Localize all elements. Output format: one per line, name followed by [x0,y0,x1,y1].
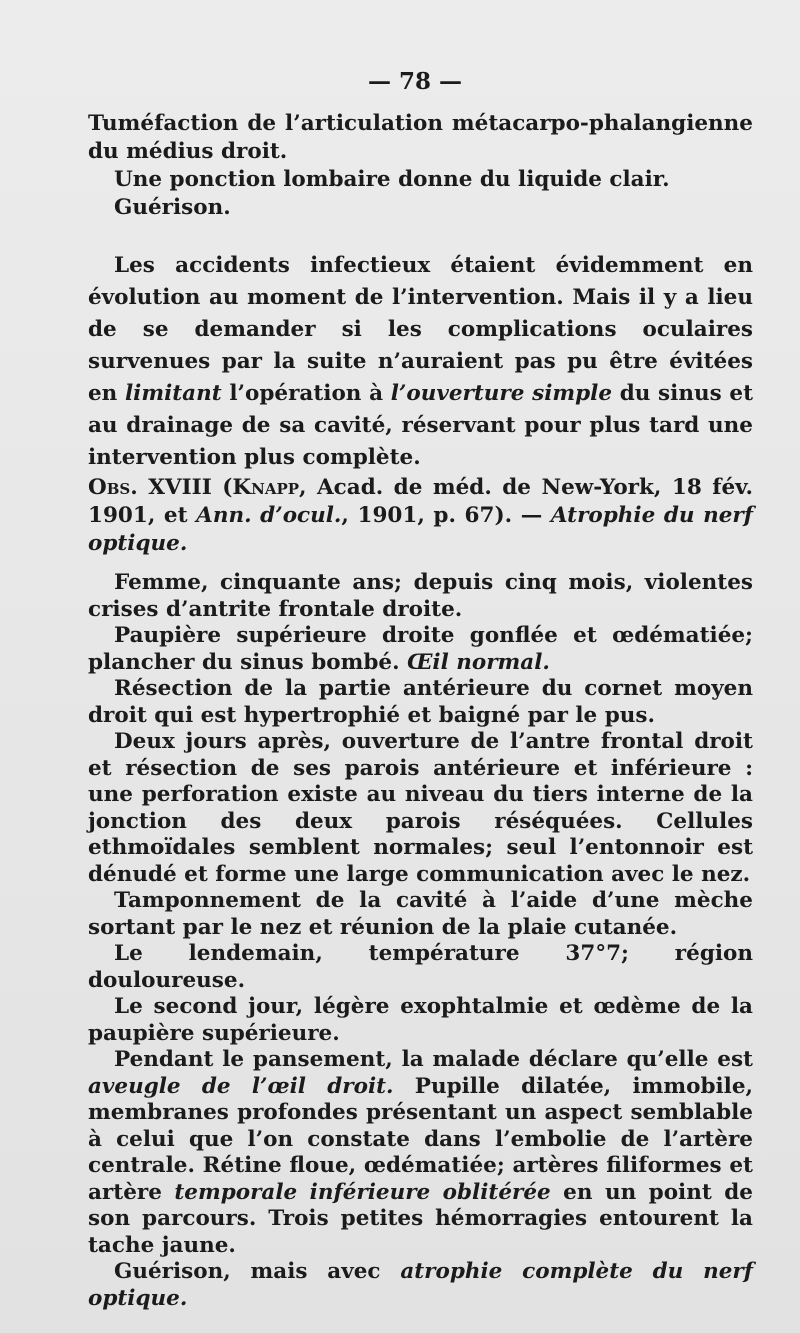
case-p8-italic-2: temporale inférieure oblitérée [174,1179,551,1205]
discussion-italic-1: limitant [125,381,222,406]
case-paragraph-4: Deux jours après, ouverture de l’antre frontal droit et résection de ses parois antérieure et inférieure : une perforation existe au niveau du tiers interne de la jonction des deux parois réséquées. Cellules ethmoïdales semblent normales; seul l’entonnoir est dénudé et forme une large communication avec le nez. [88,729,753,887]
case-p8-italic-1: aveugle de l’œil droit. [88,1073,394,1099]
case-paragraph-1: Femme, cinquante ans; depuis cinq mois, violentes crises d’antrite frontale droite. [88,570,753,622]
case-p2-italic: Œil normal. [407,649,550,675]
case-paragraph-3: Résection de la partie antérieure du cornet moyen droit qui est hypertrophié et baigné par le pus. [88,676,753,728]
observation-reference-1: , Acad. de méd. de New-York, 18 fév. 1901, et [88,475,753,528]
observation-title: Atrophie du nerf optique. [88,503,753,556]
discussion-italic-2: l’ouverture simple [390,381,613,406]
discussion-text-2: l’opération à [221,381,391,406]
observation-label: Obs. [88,475,138,500]
discussion-text-1: Les accidents infectieux étaient évidemment en évolution au moment de l’intervention. Mais il y a lieu de se demander si les complications oculaires survenues par la suite n’auraient pas pu être évitées en [88,253,753,406]
case-p8-text-2: Pupille dilatée, immobile, membranes profondes présentant un aspect semblable à celui que l’on constate dans l’embolie de l’artère centrale. Rétine floue, œdématiée; artères filiformes et artère [88,1073,753,1205]
discussion-paragraph [88,250,753,474]
intro-paragraph-1: Tuméfaction de l’articulation métacarpo-phalangienne du médius droit. [88,111,753,164]
case-p2-text: Paupière supérieure droite gonflée et œdématiée; plancher du sinus bombé. [88,623,753,675]
case-p8-text-1: Pendant le pansement, la malade déclare qu’elle est [114,1047,753,1072]
observation-reference-2: , 1901, p. 67). — [341,503,551,528]
case-p9-italic: atrophie complète du nerf optique. [88,1259,753,1311]
case-paragraph-7: Le second jour, légère exophtalmie et œdème de la paupière supérieure. [88,994,753,1046]
page-number: — 78 — [367,68,463,95]
observation-journal: Ann. d’ocul. [196,503,342,528]
case-paragraph-5: Tamponnement de la cavité à l’aide d’une mèche sortant par le nez et réunion de la plaie cutanée. [88,888,753,940]
case-paragraph-2 [88,623,753,676]
case-p8-text-3: en un point de son parcours. Trois petites hémorragies entourent la tache jaune. [88,1179,753,1258]
discussion-block [88,250,753,474]
observation-author: Knapp [232,475,300,500]
discussion-text-3: du sinus et au drainage de sa cavité, réservant pour plus tard une intervention plus complète. [88,381,753,470]
case-paragraph-6: Le lendemain, température 37°7; région douloureuse. [88,941,753,993]
case-report [88,570,753,1312]
text-body [88,110,753,1312]
case-paragraph-9 [88,1259,753,1312]
case-p9-text: Guérison, mais avec [114,1259,401,1284]
intro-paragraph-2: Une ponction lombaire donne du liquide clair. [114,167,670,192]
observation-heading: Obs. XVIII (Knapp, Acad. de méd. de New-York, 18 fév. 1901, et Ann. d’ocul., 1901, p. 67). — Atrophie du nerf optique. [88,475,753,556]
observation-number: XVIII [148,475,212,500]
case-paragraph-8 [88,1047,753,1259]
intro-paragraph-3: Guérison. [114,195,231,220]
